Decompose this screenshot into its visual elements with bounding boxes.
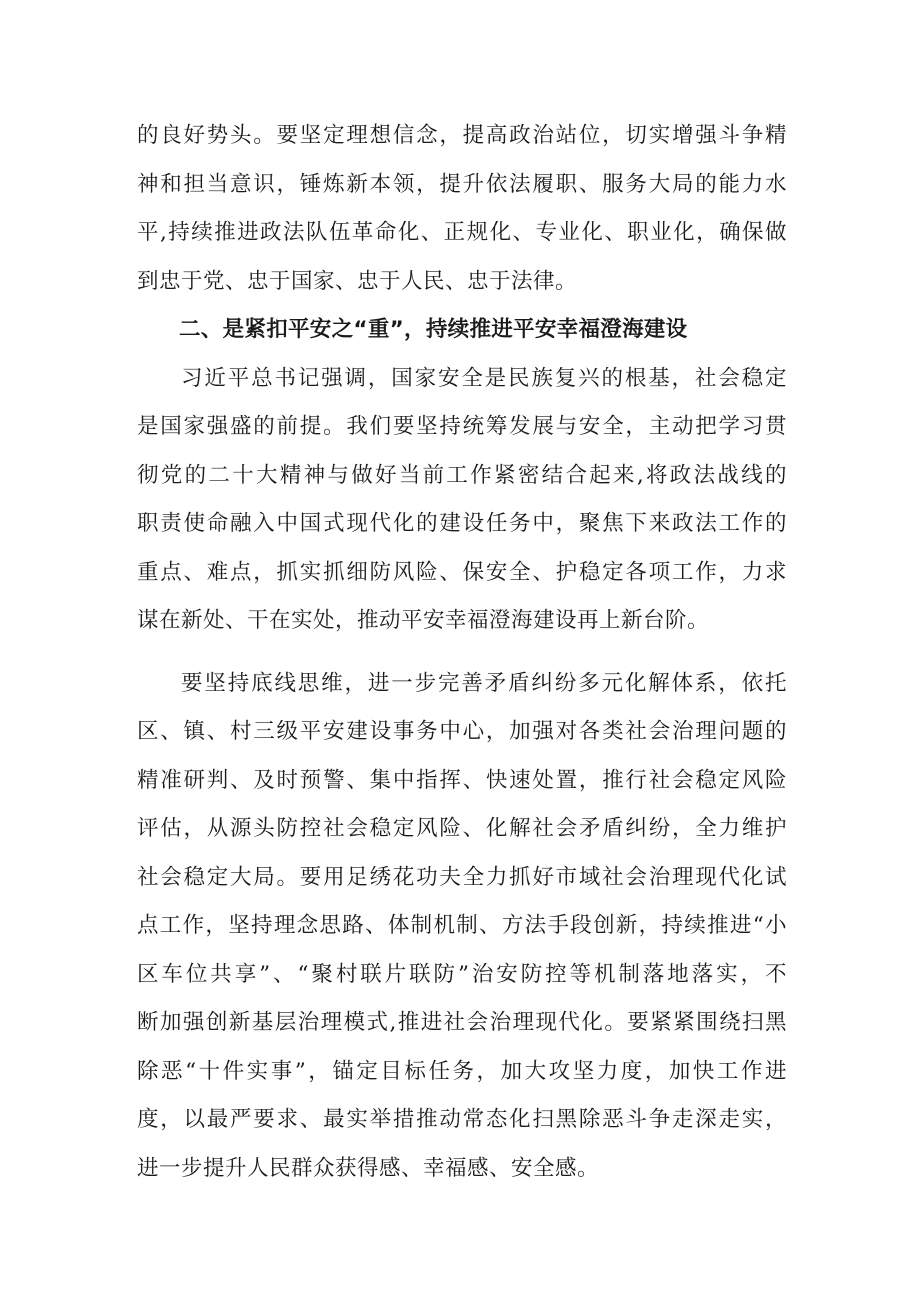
text-line: 是国家强盛的前提。我们要坚持统筹发展与安全，主动把学习贯	[137, 414, 787, 439]
text-line: 区车位共享”、“聚村联片联防”治安防控等机制落地落实，不	[137, 961, 787, 987]
text-line: 的良好势头。要坚定理想信念，提高政治站位，切实增强斗争精	[137, 123, 787, 148]
section-heading	[137, 306, 787, 355]
text-line: 职责使命融入中国式现代化的建设任务中，聚焦下来政法工作的	[137, 511, 787, 536]
paragraph-gap	[137, 646, 787, 660]
text-line: 神和担当意识，锤炼新本领，提升依法履职、服务大局的能力水	[137, 171, 787, 197]
text-line: 要坚持底线思维，进一步完善矛盾纠纷多元化解体系，依托	[181, 670, 787, 696]
text-line: 除恶“十件实事”，锚定目标任务，加大攻坚力度，加快工作进	[137, 1058, 787, 1084]
text-line: 习近平总书记强调，国家安全是民族复兴的根基，社会稳定	[181, 365, 787, 391]
text-line: 谋在新处、干在实处，推动平安幸福澄海建设再上新台阶。	[137, 608, 710, 633]
text-line: 重点、难点，抓实抓细防风险、保安全、护稳定各项工作，力求	[137, 559, 787, 585]
text-line: 区、镇、村三级平安建设事务中心，加强对各类社会治理问题的	[137, 719, 787, 744]
document-body	[137, 112, 787, 1193]
text-line: 精准研判、及时预警、集中指挥、快速处置，推行社会稳定风险	[137, 767, 787, 793]
text-line: 社会稳定大局。要用足绣花功夫全力抓好市域社会治理现代化试	[137, 864, 787, 890]
paragraph-2	[137, 355, 787, 646]
text-line: 度，以最严要求、最实举措推动常态化扫黑除恶斗争走深走实，	[137, 1107, 787, 1132]
section-heading-text: 二、是紧扣平安之“重”，持续推进平安幸福澄海建设	[179, 317, 688, 342]
text-line: 评估，从源头防控社会稳定风险、化解社会矛盾纠纷，全力维护	[137, 816, 787, 841]
text-line: 彻党的二十大精神与做好当前工作紧密结合起来,将政法战线的	[137, 462, 787, 488]
text-line: 进一步提升人民群众获得感、幸福感、安全感。	[137, 1155, 600, 1181]
text-line: 点工作，坚持理念思路、体制机制、方法手段创新，持续推进“小	[137, 913, 787, 938]
text-line: 断加强创新基层治理模式,推进社会治理现代化。要紧紧围绕扫黑	[137, 1010, 787, 1035]
text-line: 平,持续推进政法队伍革命化、正规化、专业化、职业化，确保做	[137, 220, 787, 245]
paragraph-3	[137, 660, 787, 1194]
paragraph-1	[137, 112, 787, 306]
text-line: 到忠于党、忠于国家、忠于人民、忠于法律。	[137, 268, 578, 294]
